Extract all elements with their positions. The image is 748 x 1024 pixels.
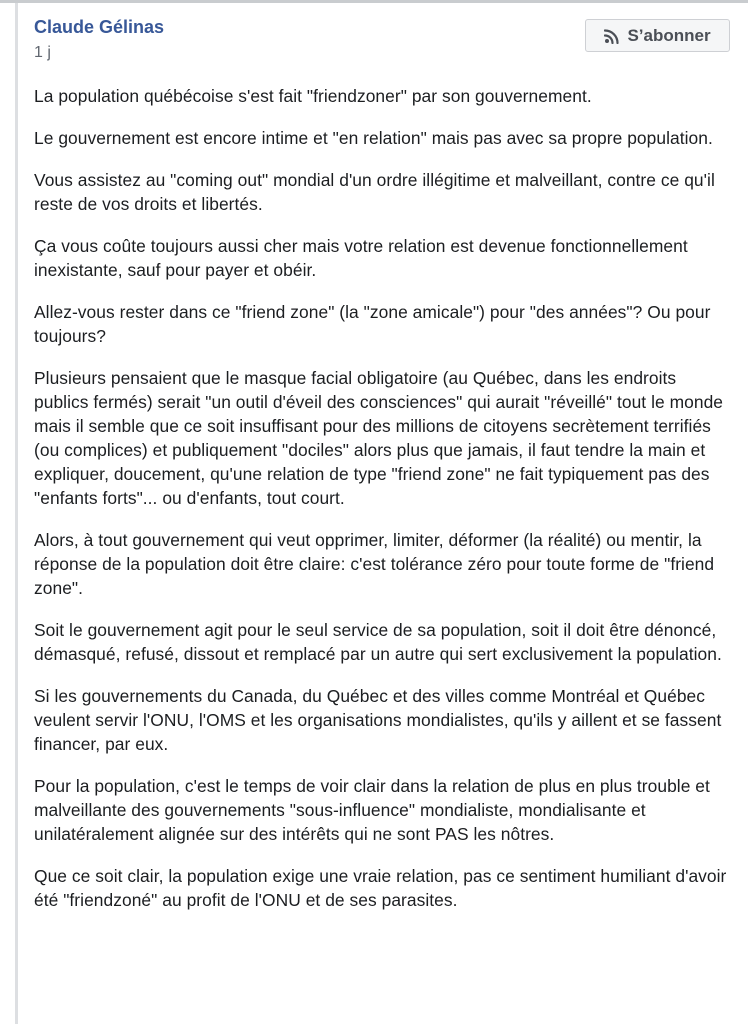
post-paragraph: Vous assistez au "coming out" mondial d'un ordre illégitime et malveillant, contre ce qu'il reste de vos droits et libertés. bbox=[34, 170, 715, 214]
post-paragraph: Alors, à tout gouvernement qui veut opprimer, limiter, déformer (la réalité) ou mentir, la réponse de la population doit être claire: c'est tolérance zéro pour toute forme de "friend zone". bbox=[34, 530, 715, 598]
quote-left-border bbox=[15, 3, 18, 1024]
post-paragraph: Le gouvernement est encore intime et "en relation" mais pas avec sa propre population. bbox=[34, 128, 713, 148]
subscribe-button[interactable] bbox=[585, 19, 730, 52]
post-paragraph: Plusieurs pensaient que le masque facial obligatoire (au Québec, dans les endroits publics fermés) serait "un outil d'éveil des consciences" qui aurait "réveillé" tout le monde mais il semble que ce soit insuffisant pour des millions de citoyens secrètement terrifiés (ou complices) et publiquement "dociles" alors plus que jamais, il faut tendre la main et expliquer, doucement, qu'une relation de type "friend zone" ne fait typiquement pas des "enfants forts"... ou d'enfants, tout court. bbox=[34, 368, 724, 508]
post-paragraph: Pour la population, c'est le temps de voir clair dans la relation de plus en plus trouble et malveillante des gouvernements "sous-influence" mondialiste, mondialisante et unilatéralement alignée sur des intérêts qui ne sont PAS les nôtres. bbox=[34, 776, 710, 844]
post-paragraph: Allez-vous rester dans ce "friend zone" (la "zone amicale") pour "des années"? Ou pour toujours? bbox=[34, 302, 711, 346]
post-paragraph: Ça vous coûte toujours aussi cher mais votre relation est devenue fonctionnellement inexistante, sauf pour payer et obéir. bbox=[34, 236, 688, 280]
post-paragraph: Soit le gouvernement agit pour le seul service de sa population, soit il doit être dénoncé, démasqué, refusé, dissout et remplacé par un autre qui sert exclusivement la population. bbox=[34, 620, 722, 664]
author-name-link[interactable]: Claude Gélinas bbox=[34, 17, 165, 37]
post-paragraph: Que ce soit clair, la population exige une vraie relation, pas ce sentiment humiliant d'avoir été "friendzoné" au profit de l'ONU et de ses parasites. bbox=[34, 866, 727, 910]
post-paragraph: Si les gouvernements du Canada, du Québec et des villes comme Montréal et Québec veulent servir l'ONU, l'OMS et les organisations mondialistes, qu'ils y aillent et se fassent financer, par eux. bbox=[34, 686, 722, 754]
post-timestamp[interactable]: 1 j bbox=[34, 44, 51, 61]
post-paragraph: La population québécoise s'est fait "friendzoner" par son gouvernement. bbox=[34, 86, 592, 106]
post-body bbox=[34, 84, 734, 930]
rss-icon bbox=[604, 28, 620, 44]
top-divider bbox=[0, 0, 748, 3]
subscribe-label: S’abonner bbox=[627, 25, 711, 45]
